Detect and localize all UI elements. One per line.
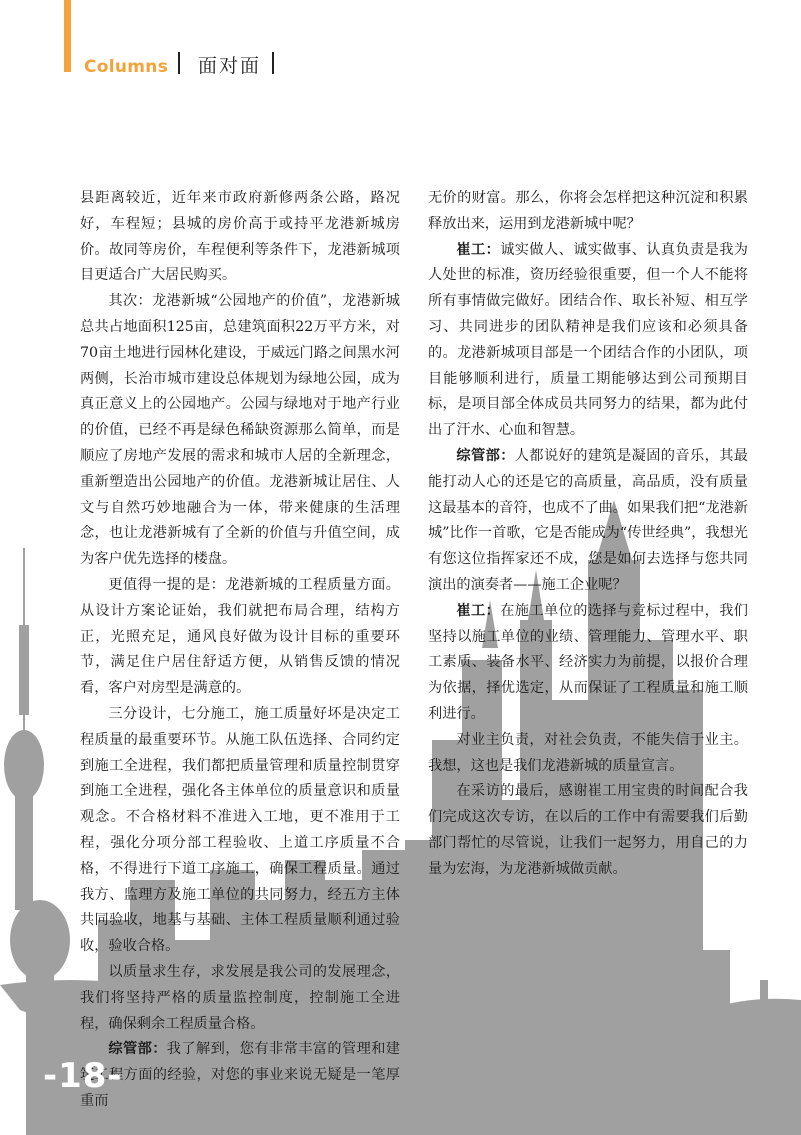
paragraph-text: 人都说好的建筑是凝固的音乐，其最能打动人心的还是它的高质量，高品质，没有质量这最基本的音符，也成不了曲。如果我们把“龙港新城”比作一首歌，它是否能成为“传世经典”，我想光有您这位指挥家还不成，您是如何去选择与您共同演出的演奏者——施工企业呢？ bbox=[428, 447, 748, 593]
article-paragraph bbox=[428, 728, 748, 780]
speaker-label: 综管部： bbox=[456, 447, 515, 464]
paragraph-text: 三分设计，七分施工，施工质量好坏是决定工程质量的最重要环节。从施工队伍选择、合同约定到施工全进程，我们都把质量管理和质量控制贯穿到施工全进程，强化各主体单位的质量意识和质量观念。不合格材料不准进入工地，更不准用于工程，强化分项分部工程验收、上道工序质量不合格，不得进行下道工序施工，确保工程质量。通过我方、监理方及施工单位的共同努力，经五方主体共同验收，地基与基础、主体工程质量顺利通过验收，验收合格。 bbox=[80, 705, 400, 955]
article-paragraph bbox=[428, 599, 748, 728]
paragraph-text: 更值得一提的是：龙港新城的工程质量方面。从设计方案论证始，我们就把布局合理，结构方正，光照充足，通风良好做为设计目标的重要环节，满足住户居住舒适方便，从销售反馈的情况看，客户对房型是满意的。 bbox=[80, 576, 400, 697]
section-title: 面对面 bbox=[198, 55, 262, 77]
paragraph-text: 对业主负责，对社会负责，不能失信于业主。我想，这也是我们龙港新城的质量宣言。 bbox=[428, 731, 748, 774]
speaker-label: 综管部： bbox=[108, 1041, 167, 1058]
speaker-label: 崔工： bbox=[456, 602, 501, 619]
article-paragraph bbox=[428, 186, 748, 238]
paragraph-text: 以质量求生存，求发展是我公司的发展理念，我们将坚持严格的质量监控制度，控制施工全进程，确保剩余工程质量合格。 bbox=[80, 963, 400, 1032]
paragraph-text: 在施工单位的选择与竞标过程中，我们坚持以施工单位的业绩、管理能力、管理水平、职工素质、装备水平、经济实力为前提，以报价合理为依据，择优选定，从而保证了工程质量和施工顺利进行。 bbox=[428, 602, 748, 722]
right-text-column bbox=[428, 186, 748, 883]
paragraph-text: 无价的财富。那么，你将会怎样把这种沉淀和积累释放出来，运用到龙港新城中呢？ bbox=[428, 190, 748, 232]
section-label: Columns bbox=[84, 57, 169, 77]
article-paragraph bbox=[80, 573, 400, 702]
page-number: -18- bbox=[43, 1056, 123, 1096]
left-text-column bbox=[80, 186, 400, 1115]
article-paragraph bbox=[80, 960, 400, 1037]
paragraph-text: 我了解到，您有非常丰富的管理和建筑工程方面的经验，对您的事业来说无疑是一笔厚重而 bbox=[80, 1041, 400, 1109]
paragraph-text: 其次：龙港新城“公园地产的价值”，龙港新城总共占地面积125亩，总建筑面积22万平方米，对70亩土地进行园林化建设，于威远门路之间黑水河两侧，长治市城市建设总体规划为绿地公园，成为真正意义上的公园地产。公园与绿地对于地产行业的价值，已经不再是绿色稀缺资源那么简单，而是顺应了房地产发展的需求和城市人居的全新理念，重新塑造出公园地产的价值。龙港新城让居住、人文与自然巧妙地融合为一体，带来健康的生活理念，也让龙港新城有了全新的价值与升值空间，成为客户优先选择的楼盘。 bbox=[80, 293, 400, 568]
paragraph-text: 县距离较近，近年来市政府新修两条公路，路况好，车程短；县城的房价高于或持平龙港新城房价。故同等房价，车程便利等条件下，龙港新城项目更适合广大居民购买。 bbox=[80, 190, 400, 284]
article-paragraph bbox=[80, 289, 400, 573]
article-paragraph bbox=[80, 186, 400, 289]
speaker-label: 崔工： bbox=[456, 241, 501, 258]
article-paragraph bbox=[428, 238, 748, 444]
paragraph-text: 诚实做人、诚实做事、认真负责是我为人处世的标准，资历经验很重要，但一个人不能将所有事情做完做好。团结合作、取长补短、相互学习、共同进步的团队精神是我们应该和必须具备的。龙港新城项目部是一个团结合作的小团队，项目能够顺利进行，质量工期能够达到公司预期目标，是项目部全体成员共同努力的结果，都为此付出了汗水、心血和智慧。 bbox=[428, 241, 748, 439]
article-paragraph bbox=[80, 1037, 400, 1114]
article-paragraph bbox=[80, 702, 400, 960]
paragraph-text: 在采访的最后，感谢崔工用宝贵的时间配合我们完成这次专访，在以后的工作中有需要我们后勤部门帮忙的尽管说，让我们一起努力，用自己的力量为宏海，为龙港新城做贡献。 bbox=[428, 783, 748, 877]
article-paragraph bbox=[428, 779, 748, 882]
article-paragraph bbox=[428, 444, 748, 599]
